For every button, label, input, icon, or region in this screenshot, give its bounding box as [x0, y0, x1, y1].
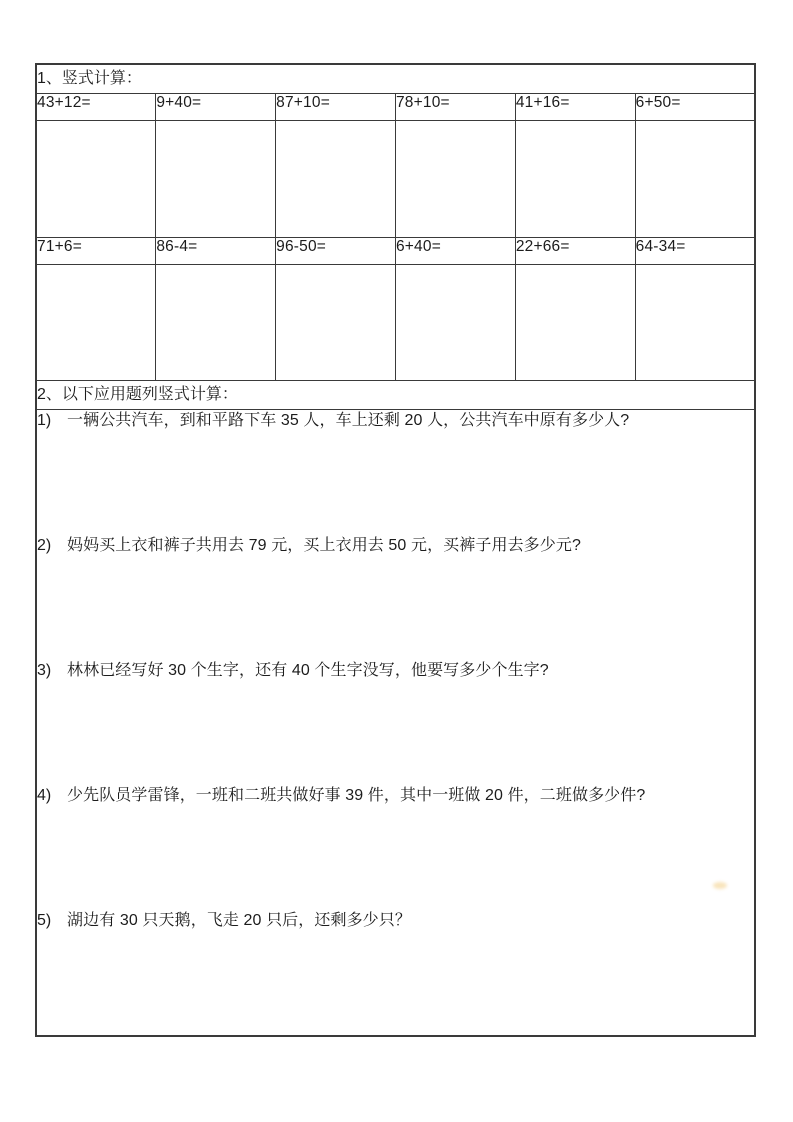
problem-number: 4) [37, 786, 52, 804]
problem-number: 5) [37, 911, 52, 929]
problem-text: 林林已经写好 30 个生字，还有 40 个生字没写，他要写多少个生字? [67, 661, 549, 679]
calc-problem-cell: 86-4= [156, 237, 276, 264]
work-cell [156, 120, 276, 237]
work-cell [635, 120, 755, 237]
work-cell [36, 120, 156, 237]
word-problems-area [36, 409, 755, 1036]
section2-title: 2、以下应用题列竖式计算： [36, 380, 755, 409]
calc-problem-cell: 71+6= [36, 237, 156, 264]
calc-problem-cell: 64-34= [635, 237, 755, 264]
work-cell [395, 264, 515, 380]
work-cell [515, 264, 635, 380]
problem-text: 妈妈买上衣和裤子共用去 79 元，买上衣用去 50 元，买裤子用去多少元? [67, 536, 581, 554]
work-cell [635, 264, 755, 380]
word-problem [37, 785, 754, 910]
calc-problem-cell: 87+10= [276, 93, 396, 120]
problem-number: 1) [37, 411, 52, 429]
word-problem [37, 535, 754, 660]
problem-text: 少先队员学雷锋，一班和二班共做好事 39 件，其中一班做 20 件，二班做多少件? [67, 786, 646, 804]
calc-problem-cell: 43+12= [36, 93, 156, 120]
work-cell [395, 120, 515, 237]
work-cell [36, 264, 156, 380]
work-cell [156, 264, 276, 380]
work-cell [276, 120, 396, 237]
work-cell [515, 120, 635, 237]
calc-problem-cell: 9+40= [156, 93, 276, 120]
calc-problem-cell: 96-50= [276, 237, 396, 264]
problem-text: 湖边有 30 只天鹅，飞走 20 只后，还剩多少只？ [67, 911, 411, 929]
stray-ink-mark [713, 882, 727, 889]
word-problem [37, 910, 754, 1035]
section1-title: 1、竖式计算： [36, 64, 755, 93]
problem-text: 一辆公共汽车，到和平路下车 35 人，车上还剩 20 人，公共汽车中原有多少人? [67, 411, 630, 429]
calc-problem-cell: 78+10= [395, 93, 515, 120]
word-problem [37, 660, 754, 785]
problem-number: 3) [37, 661, 52, 679]
calc-problem-cell: 22+66= [515, 237, 635, 264]
problem-number: 2) [37, 536, 52, 554]
calc-problem-cell: 41+16= [515, 93, 635, 120]
work-cell [276, 264, 396, 380]
worksheet-table [35, 63, 756, 1037]
calc-problem-cell: 6+40= [395, 237, 515, 264]
calc-problem-cell: 6+50= [635, 93, 755, 120]
word-problem [37, 410, 754, 535]
